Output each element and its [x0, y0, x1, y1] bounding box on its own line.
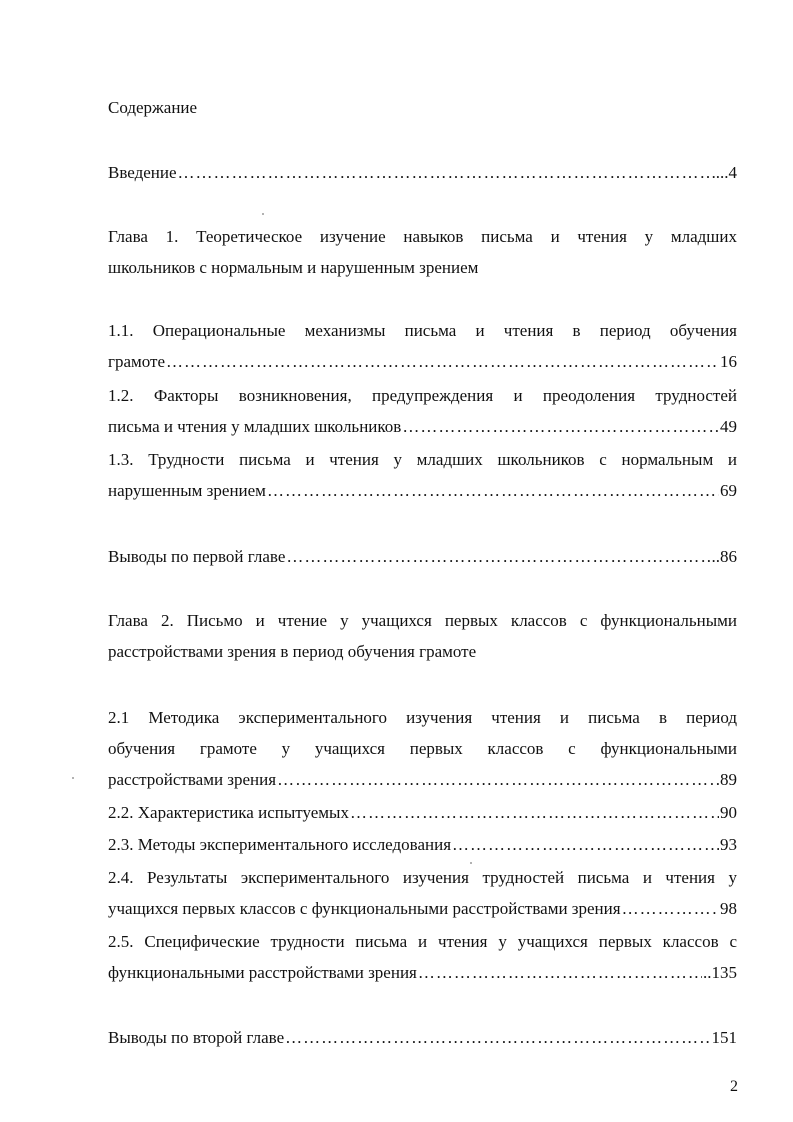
dot-leader — [285, 1022, 710, 1053]
toc-page-number: 49 — [720, 417, 737, 436]
toc-section-1-1 — [108, 315, 737, 377]
toc-entry-label: 2.2. Характеристика испытуемых — [108, 803, 349, 822]
toc-entry-label: нарушенным зрением — [108, 481, 266, 500]
toc-page-number: 16 — [720, 352, 737, 371]
toc-entry-label: Введение — [108, 163, 177, 182]
toc-section-2-2 — [108, 797, 737, 828]
toc-line: 2.4. Результаты экспериментального изучения трудностей письма и чтения у — [108, 868, 737, 887]
dot-leader — [178, 157, 715, 188]
toc-page-number: 90 — [720, 803, 737, 822]
toc-line — [108, 346, 737, 377]
toc-line: 1.1. Операциональные механизмы письма и чтения в период обучения — [108, 321, 737, 340]
toc-line: Глава 2. Письмо и чтение у учащихся первых классов с функциональными — [108, 611, 737, 630]
toc-entry-label: функциональными расстройствами зрения — [108, 963, 417, 982]
toc-line: 1.2. Факторы возникновения, предупреждения и преодоления трудностей — [108, 386, 737, 405]
toc-line — [108, 411, 737, 442]
toc-section-2-1 — [108, 702, 737, 795]
toc-section-2-3 — [108, 829, 737, 860]
toc-entry-intro — [108, 157, 737, 188]
page-number: 2 — [730, 1078, 738, 1095]
dot-leader — [350, 797, 719, 828]
toc-page-number: .89 — [715, 770, 737, 789]
toc-line — [108, 157, 737, 188]
toc-line — [108, 797, 737, 828]
toc-section-2-5 — [108, 926, 737, 988]
toc-entry-label: учащихся первых классов с функциональными расстройствами зрения — [108, 899, 621, 918]
toc-section-1-3 — [108, 444, 737, 506]
dot-leader — [277, 764, 715, 795]
toc-line: школьников с нормальным и нарушенным зрением — [108, 258, 479, 277]
toc-line: 2.5. Специфические трудности письма и чтения у учащихся первых классов с — [108, 932, 737, 951]
toc-entry-label: Выводы по первой главе — [108, 547, 286, 566]
toc-page-number: ..86 — [711, 547, 737, 566]
toc-entry-conclusion-1 — [108, 541, 737, 572]
dot-leader — [267, 475, 719, 506]
toc-entry-label: расстройствами зрения — [108, 770, 277, 789]
toc-line — [108, 1022, 737, 1053]
toc-page-number: ...4 — [715, 163, 737, 182]
scan-speck — [262, 213, 264, 215]
dot-leader — [418, 957, 702, 988]
dot-leader — [622, 893, 719, 924]
toc-entry-conclusion-2 — [108, 1022, 737, 1053]
toc-section-1-2 — [108, 380, 737, 442]
toc-page-number: 69 — [720, 481, 737, 500]
toc-page-number: 151 — [711, 1028, 737, 1047]
toc-line — [108, 764, 737, 795]
toc-line — [108, 541, 737, 572]
dot-leader — [166, 346, 719, 377]
toc-entry-label: 2.3. Методы экспериментального исследования — [108, 835, 452, 854]
toc-line — [108, 475, 737, 506]
toc-entry-label: грамоте — [108, 352, 166, 371]
toc-chapter-2-heading — [108, 605, 737, 667]
toc-section-2-4 — [108, 862, 737, 924]
dot-leader — [286, 541, 710, 572]
toc-page-number: ..135 — [703, 963, 737, 982]
toc-line: Глава 1. Теоретическое изучение навыков письма и чтения у младших — [108, 227, 737, 246]
toc-line — [108, 957, 737, 988]
dot-leader — [452, 829, 719, 860]
toc-line — [108, 893, 737, 924]
dot-leader — [402, 411, 719, 442]
toc-line: расстройствами зрения в период обучения грамоте — [108, 642, 477, 661]
scan-speck — [72, 777, 74, 779]
scan-speck — [470, 862, 472, 864]
toc-entry-label: Выводы по второй главе — [108, 1028, 285, 1047]
toc-line: обучения грамоте у учащихся первых классов с функциональными — [108, 739, 737, 758]
toc-line: 1.3. Трудности письма и чтения у младших школьников с нормальным и — [108, 450, 737, 469]
toc-chapter-1-heading — [108, 221, 737, 283]
toc-title: Содержание — [108, 98, 198, 117]
toc-page-number: 98 — [720, 899, 737, 918]
toc-entry-label: письма и чтения у младших школьников — [108, 417, 402, 436]
toc-page-number: 93 — [720, 835, 737, 854]
toc-line — [108, 829, 737, 860]
toc-line: 2.1 Методика экспериментального изучения чтения и письма в период — [108, 708, 737, 727]
